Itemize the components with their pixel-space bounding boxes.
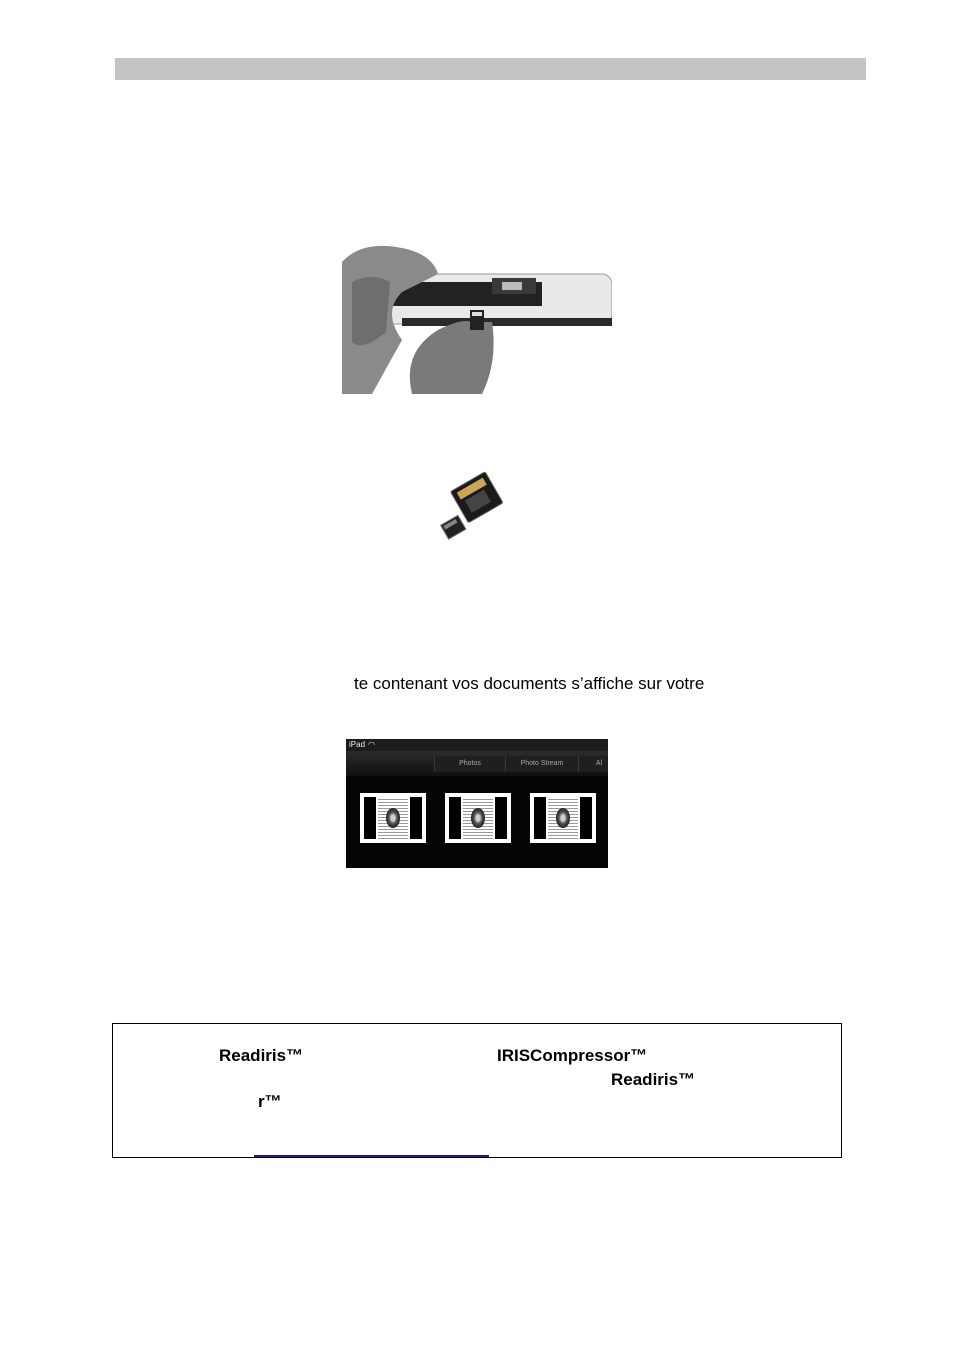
caption-text: te contenant vos documents s’affiche sur votre xyxy=(354,674,705,693)
ipad-screenshot xyxy=(346,739,608,868)
note-iriscompressor: IRISCompressor™ xyxy=(497,1046,648,1065)
note-readiris-1: Readiris™ xyxy=(219,1046,304,1065)
scanner-photo xyxy=(342,222,612,394)
sd-card-photo xyxy=(436,470,508,544)
header-bar xyxy=(115,58,866,80)
wifi-icon: ◠ xyxy=(368,740,375,749)
note-readiris-2: Readiris™ xyxy=(611,1070,696,1089)
note-box xyxy=(112,1023,842,1158)
photo-thumbnail[interactable] xyxy=(530,793,596,843)
tab-photo-stream[interactable]: Photo Stream xyxy=(505,756,578,772)
ipad-label: iPad xyxy=(349,740,366,749)
ipad-status-bar xyxy=(346,739,608,751)
note-fragment: r™ xyxy=(258,1092,282,1111)
tab-photos[interactable]: Photos xyxy=(434,756,505,772)
tab-albums[interactable]: Al xyxy=(578,756,608,772)
link-underline[interactable] xyxy=(254,1155,489,1157)
photo-thumbnail[interactable] xyxy=(360,793,426,843)
photo-thumbnail[interactable] xyxy=(445,793,511,843)
